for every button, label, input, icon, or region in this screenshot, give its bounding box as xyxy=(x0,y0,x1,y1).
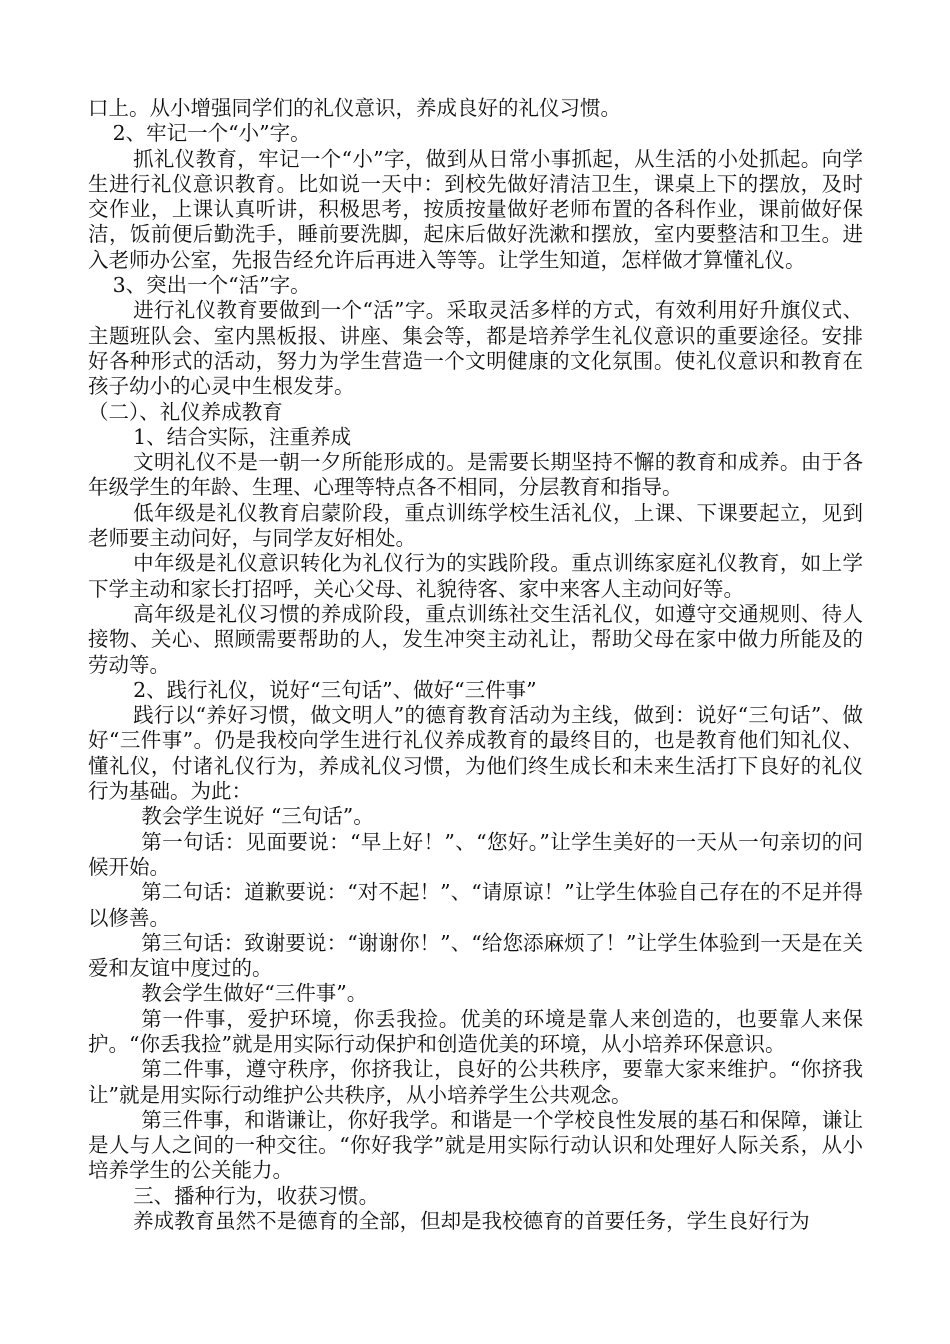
paragraph: 第一句话：见面要说：“早上好！”、“您好。”让学生美好的一天从一句亲切的问候开始。 xyxy=(88,829,863,879)
paragraph: 践行以“养好习惯，做文明人”的德育教育活动为主线，做到：说好“三句话”、做好“三件事”。仍是我校向学生进行礼仪养成教育的最终目的，也是教育他们知礼仪、懂礼仪，付诸礼仪行为，养成礼仪习惯，为他们终生成长和未来生活打下良好的礼仪行为基础。为此： xyxy=(88,703,863,804)
section-heading: 2、牢记一个“小”字。 xyxy=(112,121,311,146)
paragraph: 抓礼仪教育，牢记一个“小”字，做到从日常小事抓起，从生活的小处抓起。向学生进行礼仪意识教育。比如说一天中：到校先做好清洁卫生，课桌上下的摆放，及时交作业，上课认真听讲，积极思考，按质按量做好老师布置的各科作业，课前做好保洁，饭前便后勤洗手，睡前要洗脚，起床后做好洗漱和摆放，室内要整洁和卫生。进入老师办公室，先报告经允许后再进入等等。让学生知道，怎样做才算懂礼仪。 xyxy=(88,146,863,272)
section-heading: 教会学生说好 “三句话”。 xyxy=(141,804,374,829)
paragraph: 口上。从小增强同学们的礼仪意识，养成良好的礼仪习惯。 xyxy=(88,96,621,120)
paragraph: 中年级是礼仪意识转化为礼仪行为的实践阶段。重点训练家庭礼仪教育，如上学下学主动和家长打招呼，关心父母、礼貌待客、家中来客人主动问好等。 xyxy=(88,551,863,601)
section-heading: （二）、礼仪养成教育 xyxy=(88,399,283,424)
paragraph: 第二句话：道歉要说：“对不起！”、“请原谅！”让学生体验自己存在的不足并得以修善。 xyxy=(88,880,863,930)
paragraph: 高年级是礼仪习惯的养成阶段，重点训练社交生活礼仪，如遵守交通规则、待人接物、关心、照顾需要帮助的人，发生冲突主动礼让，帮助父母在家中做力所能及的劳动等。 xyxy=(88,601,863,677)
section-heading: 3、突出一个“活”字。 xyxy=(112,273,311,298)
document-page xyxy=(88,96,863,1234)
paragraph: 第二件事，遵守秩序，你挤我让，良好的公共秩序，要靠大家来维护。“你挤我让”就是用实际行动维护公共秩序，从小培养学生公共观念。 xyxy=(88,1057,863,1107)
section-heading: 教会学生做好“三件事”。 xyxy=(141,981,368,1006)
paragraph: 第三件事，和谐谦让，你好我学。和谐是一个学校良性发展的基石和保障，谦让是人与人之间的一种交往。“你好我学”就是用实际行动认识和处理好人际关系，从小培养学生的公关能力。 xyxy=(88,1107,863,1183)
paragraph: 第一件事，爱护环境，你丢我捡。优美的环境是靠人来创造的，也要靠人来保护。“你丢我捡”就是用实际行动保护和创造优美的环境，从小培养环保意识。 xyxy=(88,1006,863,1056)
section-heading: 三、播种行为，收获习惯。 xyxy=(133,1183,380,1208)
paragraph: 第三句话：致谢要说：“谢谢你！”、“给您添麻烦了！”让学生体验到一天是在关爱和友谊中度过的。 xyxy=(88,930,863,981)
paragraph: 低年级是礼仪教育启蒙阶段，重点训练学校生活礼仪，上课、下课要起立，见到老师要主动问好，与同学友好相处。 xyxy=(88,500,863,551)
section-heading: 1、结合实际，注重养成 xyxy=(133,424,352,449)
paragraph: 进行礼仪教育要做到一个“活”字。采取灵活多样的方式，有效利用好升旗仪式、主题班队会、室内黑板报、讲座、集会等，都是培养学生礼仪意识的重要途径。安排好各种形式的活动，努力为学生营造一个文明健康的文化氛围。使礼仪意识和教育在孩子幼小的心灵中生根发芽。 xyxy=(88,298,863,399)
paragraph: 文明礼仪不是一朝一夕所能形成的。是需要长期坚持不懈的教育和成养。由于各年级学生的年龄、生理、心理等特点各不相同，分层教育和指导。 xyxy=(88,450,863,500)
section-heading: 2、践行礼仪，说好“三句话”、做好“三件事” xyxy=(133,677,537,702)
paragraph: 养成教育虽然不是德育的全部，但却是我校德育的首要任务，学生良好行为 xyxy=(133,1209,810,1234)
